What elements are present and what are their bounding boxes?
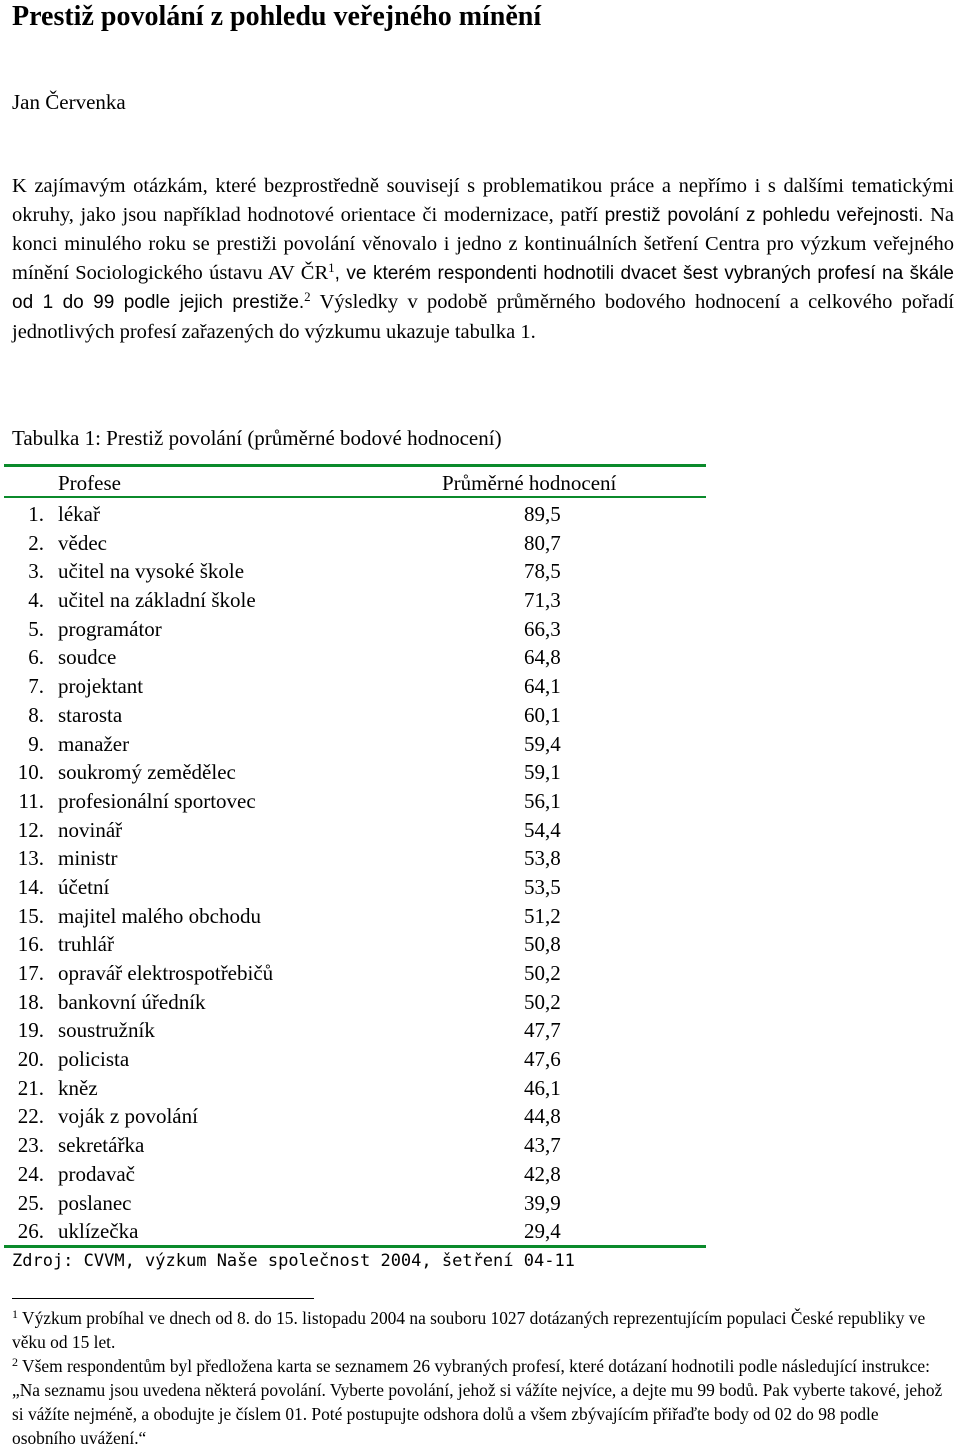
table-row [0,1016,710,1045]
row-profession: lékař [58,502,100,526]
row-score: 39,9 [524,1190,561,1215]
row-profession: soukromý zemědělec [58,760,236,785]
row-profession: profesionální sportovec [58,788,256,813]
intro-text-3: Na konci minulého roku se prestiži povolání věnovalo i jedno z kontinuálních šetření Centra pro výzkum veřejného mínění Sociologického ústavu AV ČR [12,203,954,284]
row-score: 46,1 [524,1075,561,1100]
row-profession: učitel na vysoké škole [58,559,245,584]
row-profession: soustružník [58,1018,155,1043]
row-rank: 3. [28,559,44,584]
row-rank: 21. [17,1075,44,1100]
row-rank: 9. [28,731,44,756]
footnote-text: Výzkum probíhal ve dnech od 8. do 15. listopadu 2004 na souboru 1027 dotázaných reprezentujícím populaci České republiky ve věku od 15 let. [12,1308,926,1352]
intro-paragraph [12,172,954,347]
row-profession: ministr [58,846,118,871]
row-score: 53,5 [524,874,561,899]
row-profession: projektant [58,674,144,699]
row-score: 51,2 [524,903,561,928]
row-profession: kněz [58,1075,98,1100]
row-score: 44,8 [524,1104,561,1129]
footnote-text: Všem respondentům byl předložena karta se seznamem 26 vybraných profesí, které dotázaní hodnotili podle následující instrukce: „Na seznamu jsou uvedena některá povolání. Vyberte povolání, jehož si vážíte nejvíce, a dejte mu 99 bodů. Pak vyberte takové, jehož si vážíte nejméně, a obodujte je číslem 01. Poté postupujte odshora dolů a všem zbývajícím přiřaďte body od 02 do 98 podle osobního uvážení.“ [12,1356,943,1448]
row-profession: prodavač [58,1161,135,1186]
footnote-1 [12,1306,946,1354]
table-header-rule [4,496,706,498]
intro-text-1: K zajímavým otázkám, které bezprostředně souvisejí s problematikou práce a nepřímo i s dalšími tematickými okruhy, jako jsou například hodnotové orientace či modernizace, patří [12,175,954,226]
row-rank: 26. [17,1219,44,1244]
row-rank: 25. [17,1190,44,1215]
table-top-rule [4,464,706,467]
row-rank: 16. [17,932,44,957]
table-row [0,988,710,1017]
row-score: 89,5 [524,502,561,526]
row-score: 56,1 [524,788,561,813]
table-row [0,930,710,959]
footnote-mark: 1 [12,1307,18,1321]
table-body [0,500,710,1246]
row-profession: soudce [58,645,117,670]
row-score: 66,3 [524,616,561,641]
row-profession: voják z povolání [58,1104,198,1129]
row-score: 80,7 [524,530,561,555]
row-profession: vědec [58,530,107,555]
row-profession: sekretářka [58,1133,145,1158]
table-row [0,873,710,902]
row-profession: účetní [58,874,110,899]
row-score: 43,7 [524,1133,561,1158]
table-row [0,529,710,558]
row-score: 50,2 [524,989,561,1014]
table-row [0,816,710,845]
row-score: 54,4 [524,817,561,842]
row-score: 47,6 [524,1047,561,1072]
table-row [0,557,710,586]
table-row [0,701,710,730]
row-profession: starosta [58,702,123,727]
intro-text-2: prestiž povolání z pohledu veřejnosti. [604,204,924,226]
footnote-separator [12,1298,314,1299]
table-row [0,1131,710,1160]
table-row [0,1217,710,1246]
table-source: Zdroj: CVVM, výzkum Naše společnost 2004, šetření 04-11 [12,1251,575,1271]
row-rank: 6. [28,645,44,670]
table-bottom-rule [4,1245,706,1248]
row-profession: učitel na základní škole [58,588,256,613]
row-score: 53,8 [524,846,561,871]
table-row [0,1160,710,1189]
row-score: 64,8 [524,645,561,670]
row-rank: 19. [17,1018,44,1043]
table-row [0,1189,710,1218]
table-row [0,615,710,644]
row-score: 59,1 [524,760,561,785]
row-rank: 8. [28,702,44,727]
row-rank: 14. [17,874,44,899]
row-rank: 13. [17,846,44,871]
row-score: 42,8 [524,1161,561,1186]
row-rank: 4. [28,588,44,613]
row-rank: 12. [17,817,44,842]
table-caption: Tabulka 1: Prestiž povolání (průměrné bodové hodnocení) [12,426,502,450]
row-profession: programátor [58,616,162,641]
row-profession: opravář elektrospotřebičů [58,961,274,985]
page-title: Prestiž povolání z pohledu veřejného mínění [12,1,542,32]
footnote-ref-1[interactable]: 1 [328,259,335,275]
row-score: 50,8 [524,932,561,957]
row-rank: 23. [17,1133,44,1158]
row-profession: policista [58,1047,130,1072]
intro-text-5: Výsledky v podobě průměrného bodového hodnocení a celkového pořadí jednotlivých profesí zařazených do výzkumu ukazuje tabulka 1. [12,291,954,343]
table-row [0,672,710,701]
row-rank: 20. [17,1047,44,1072]
row-profession: manažer [58,731,130,756]
row-rank: 2. [28,530,44,555]
table-row [0,1074,710,1103]
row-rank: 22. [17,1104,44,1129]
column-header-profession: Profese [58,471,121,495]
author-name: Jan Červenka [12,90,126,114]
intro-text-4: , ve kterém respondenti hodnotili dvacet šest vybraných profesí na škále od 1 do 99 podle jejich prestiže. [12,262,954,314]
row-rank: 7. [28,674,44,699]
table-row [0,643,710,672]
row-rank: 24. [17,1161,44,1186]
table-row [0,586,710,615]
table-row [0,959,710,988]
row-score: 71,3 [524,588,561,613]
row-score: 78,5 [524,559,561,584]
row-rank: 1. [28,502,44,526]
row-profession: poslanec [58,1190,132,1215]
footnote-2 [12,1354,946,1450]
row-profession: novinář [58,817,123,842]
row-profession: uklízečka [58,1219,139,1244]
column-header-score: Průměrné hodnocení [442,471,617,495]
table-row [0,730,710,759]
row-score: 29,4 [524,1219,561,1244]
footnotes [12,1306,946,1450]
row-profession: truhlář [58,932,114,957]
table-row [0,844,710,873]
table-row [0,500,710,529]
row-score: 64,1 [524,674,561,699]
footnote-ref-2[interactable]: 2 [304,289,311,305]
row-rank: 18. [17,989,44,1014]
table-header [0,469,710,497]
row-rank: 10. [17,760,44,785]
table-row [0,1045,710,1074]
row-rank: 15. [17,903,44,928]
footnote-mark: 2 [12,1355,18,1369]
row-score: 50,2 [524,961,561,985]
row-profession: majitel malého obchodu [58,903,261,928]
row-score: 60,1 [524,702,561,727]
row-rank: 17. [17,961,44,985]
row-score: 59,4 [524,731,561,756]
table-row [0,902,710,931]
row-rank: 11. [18,788,44,813]
table-row [0,1102,710,1131]
row-profession: bankovní úředník [58,989,206,1014]
table-row [0,758,710,787]
table-row [0,787,710,816]
row-score: 47,7 [524,1018,561,1043]
row-rank: 5. [28,616,44,641]
